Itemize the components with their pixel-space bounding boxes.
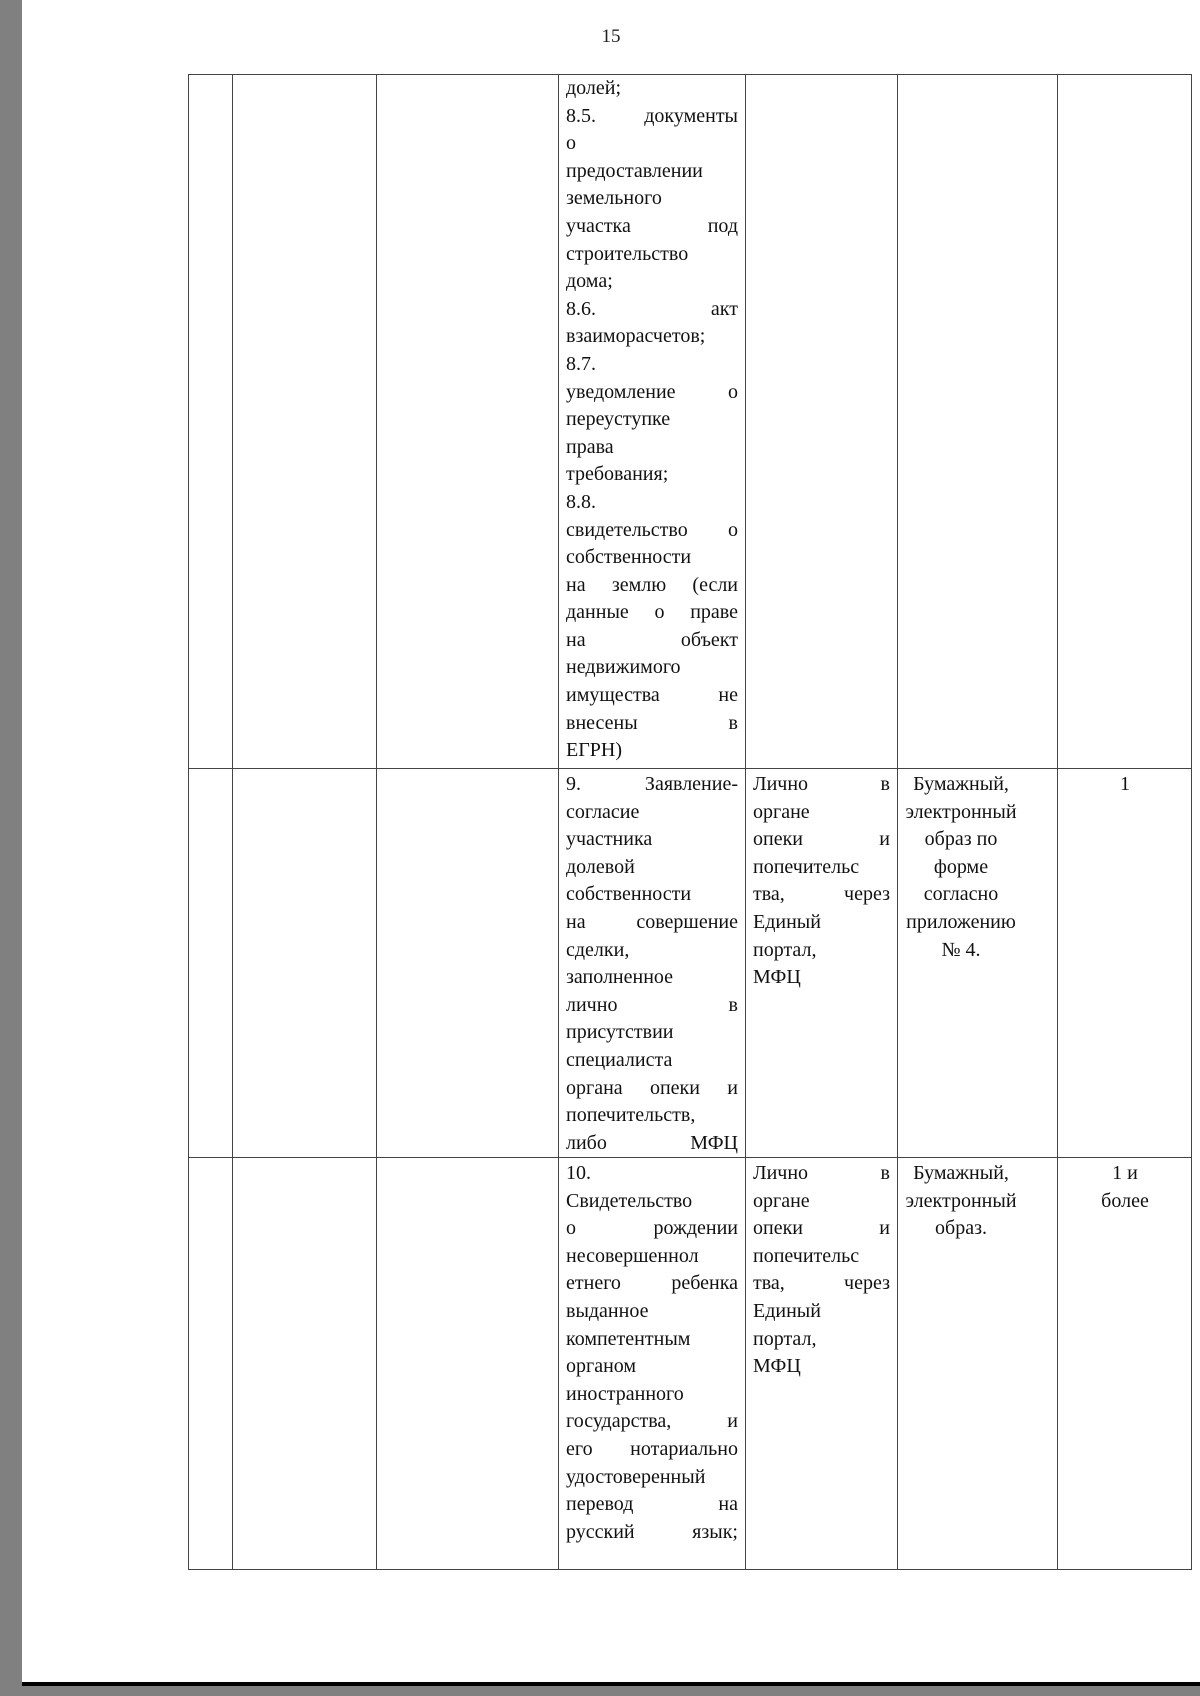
cell-line: предоставлении — [566, 159, 703, 182]
cell-line: долей; — [566, 77, 622, 99]
cell-line: Бумажный, — [913, 773, 1009, 795]
submission-method-cell — [753, 1160, 890, 1381]
cell-line: тва, через — [753, 883, 890, 906]
cell-line: портал, — [753, 1327, 817, 1350]
cell-line: Единый — [753, 1299, 821, 1322]
cell-line: на землю (если — [566, 573, 738, 596]
cell-line: строительство — [566, 242, 689, 265]
cell-line: данные о праве — [566, 601, 738, 624]
cell-line: о — [566, 132, 576, 155]
cell-line: либо МФЦ — [566, 1131, 738, 1154]
document-count-cell — [1059, 771, 1191, 799]
column-divider — [745, 74, 746, 1570]
cell-line: приложению — [906, 910, 1016, 933]
cell-line: портал, — [753, 938, 817, 961]
cell-line: собственности — [566, 546, 692, 569]
cell-line: участника — [566, 828, 653, 851]
cell-line: МФЦ — [753, 966, 801, 989]
cell-line: органа опеки и — [566, 1076, 738, 1099]
cell-line: МФЦ — [753, 1355, 801, 1378]
cell-line: опеки и — [753, 828, 890, 851]
cell-line: русский язык; — [566, 1520, 738, 1543]
cell-line: уведомление о — [566, 380, 738, 403]
cell-line: лично в — [566, 993, 738, 1016]
cell-line: его нотариально — [566, 1437, 738, 1460]
page-number: 15 — [601, 26, 621, 47]
cell-line: ЕГРН) — [566, 739, 623, 762]
cell-line: о рождении — [566, 1217, 738, 1240]
cell-line: иностранного — [566, 1382, 684, 1405]
cell-line: внесены в — [566, 711, 738, 734]
cell-line: Единый — [753, 910, 821, 933]
submission-method-cell — [753, 771, 890, 992]
cell-line: 8.5. документы — [566, 104, 738, 127]
cell-line: органе — [753, 1189, 810, 1212]
table-border-left — [188, 74, 189, 1570]
cell-line: переуступке — [566, 408, 671, 431]
document-count-cell — [1059, 1160, 1191, 1215]
row-divider — [188, 768, 1192, 769]
column-divider — [232, 74, 233, 1570]
cell-line: государства, и — [566, 1410, 738, 1433]
cell-line: Лично в — [753, 1162, 890, 1184]
cell-line: образ. — [935, 1217, 987, 1240]
column-divider — [558, 74, 559, 1570]
cell-line: электронный — [905, 800, 1017, 823]
cell-line: выданное — [566, 1299, 649, 1322]
documents-table — [188, 74, 1192, 1570]
cell-line: взаиморасчетов; — [566, 325, 706, 348]
cell-line: участка под — [566, 214, 738, 237]
cell-line: органе — [753, 800, 810, 823]
cell-line: удостоверенный — [566, 1465, 706, 1488]
cell-line: собственности — [566, 883, 692, 906]
cell-line: права — [566, 435, 614, 458]
cell-line: электронный — [905, 1189, 1017, 1212]
cell-line: 8.7. — [566, 352, 596, 375]
cell-line: недвижимого — [566, 656, 681, 679]
cell-line: согласие — [566, 800, 640, 823]
cell-line: свидетельство о — [566, 518, 738, 541]
cell-line: Лично в — [753, 773, 890, 795]
cell-line: форме — [933, 855, 989, 878]
table-border-bottom — [188, 1569, 1192, 1570]
cell-line: заполненное — [566, 966, 674, 989]
cell-line: требования; — [566, 463, 669, 486]
cell-line: перевод на — [566, 1493, 738, 1516]
cell-line: земельного — [566, 187, 662, 210]
cell-line: Бумажный, — [913, 1162, 1009, 1184]
cell-line: попечительс — [753, 1244, 860, 1267]
document-cell — [566, 75, 738, 765]
cell-line: дома; — [566, 270, 613, 293]
cell-line: более — [1101, 1189, 1149, 1212]
cell-line: органом — [566, 1355, 637, 1378]
document-cell — [566, 771, 738, 1157]
cell-line: етнего ребенка — [566, 1272, 738, 1295]
cell-line: компетентным — [566, 1327, 691, 1350]
cell-line: 10. — [566, 1162, 591, 1184]
cell-line: сделки, — [566, 938, 630, 961]
table-border-right — [1191, 74, 1192, 1570]
cell-line: попечительств, — [566, 1104, 696, 1127]
cell-line: попечительс — [753, 855, 860, 878]
column-divider — [376, 74, 377, 1570]
cell-line: согласно — [923, 883, 999, 906]
document-form-cell — [893, 1160, 1029, 1243]
cell-line: на объект — [566, 628, 738, 651]
cell-line: № 4. — [941, 938, 981, 961]
cell-line: специалиста — [566, 1048, 673, 1071]
cell-line: имущества не — [566, 684, 738, 707]
cell-line: несовершеннол — [566, 1244, 699, 1267]
document-form-cell — [893, 771, 1029, 964]
cell-line: 8.6. акт — [566, 297, 738, 320]
cell-line: присутствии — [566, 1021, 674, 1044]
document-cell — [566, 1160, 738, 1546]
cell-line: 1 и — [1112, 1162, 1138, 1184]
cell-line: 9. Заявление- — [566, 773, 738, 795]
cell-line: 1 — [1120, 773, 1130, 795]
cell-line: образ по — [924, 828, 998, 851]
column-divider — [1057, 74, 1058, 1570]
cell-line: долевой — [566, 855, 635, 878]
document-page — [22, 0, 1200, 1686]
cell-line: на совершение — [566, 910, 738, 933]
cell-line: тва, через — [753, 1272, 890, 1295]
cell-line: 8.8. — [566, 490, 596, 513]
cell-line: Свидетельство — [566, 1189, 693, 1212]
cell-line: опеки и — [753, 1217, 890, 1240]
